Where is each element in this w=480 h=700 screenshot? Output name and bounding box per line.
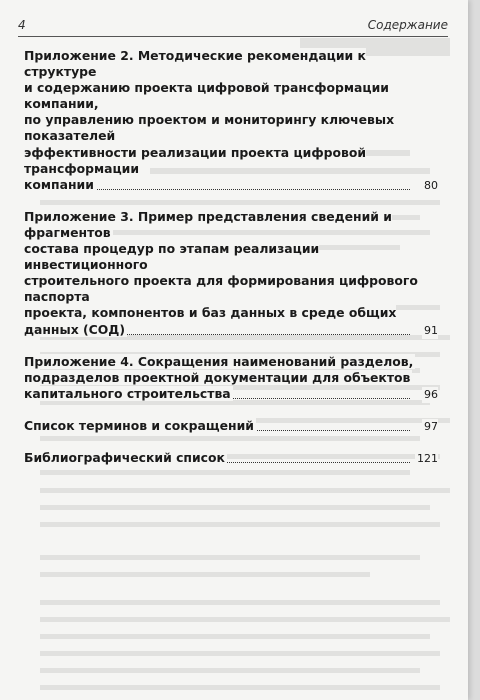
toc-page-number: 121 bbox=[415, 451, 438, 467]
toc-entry-terms[interactable] bbox=[24, 418, 438, 434]
toc-page-number: 96 bbox=[422, 387, 438, 403]
toc-entry-bibliography[interactable] bbox=[24, 450, 438, 466]
toc-page-number: 80 bbox=[422, 178, 438, 194]
toc-entry-line: Библиографический список bbox=[24, 449, 225, 465]
toc-entry-line: капитального строительства bbox=[24, 385, 231, 401]
toc-entry-line: проекта, компонентов и баз данных в среде общих данных (СОД) bbox=[24, 305, 397, 337]
toc-entry-line: компании bbox=[24, 176, 94, 192]
toc-entry-line: по управлению проектом и мониторингу ключевых показателей bbox=[24, 112, 395, 144]
toc-page-number: 91 bbox=[422, 323, 438, 339]
toc-entry-appendix-2[interactable] bbox=[24, 48, 438, 193]
toc-entry-line: Приложение 4. Сокращения наименований разделов, bbox=[24, 353, 414, 369]
toc-entry-line: эффективности реализации проекта цифровой трансформации bbox=[24, 144, 367, 176]
page-number: 4 bbox=[18, 18, 26, 32]
toc-entry-line: Приложение 3. Пример представления сведений и фрагментов bbox=[24, 208, 392, 240]
toc-entry-appendix-4[interactable] bbox=[24, 354, 438, 402]
running-title: Содержание bbox=[367, 18, 448, 32]
toc-page-number: 97 bbox=[422, 419, 438, 435]
toc-entry-line: состава процедур по этапам реализации инвестиционного bbox=[24, 241, 320, 273]
running-header bbox=[18, 16, 448, 37]
toc-entry-line: Приложение 2. Методические рекомендации к структуре bbox=[24, 48, 366, 80]
toc-entry-line: строительного проекта для формирования цифрового паспорта bbox=[24, 273, 418, 305]
toc-entry-appendix-3[interactable] bbox=[24, 209, 438, 338]
table-of-contents bbox=[24, 48, 438, 482]
toc-entry-line: Список терминов и сокращений bbox=[24, 417, 254, 433]
toc-entry-line: и содержанию проекта цифровой трансформации компании, bbox=[24, 80, 389, 112]
toc-entry-line: подразделов проектной документации для объектов bbox=[24, 369, 411, 385]
